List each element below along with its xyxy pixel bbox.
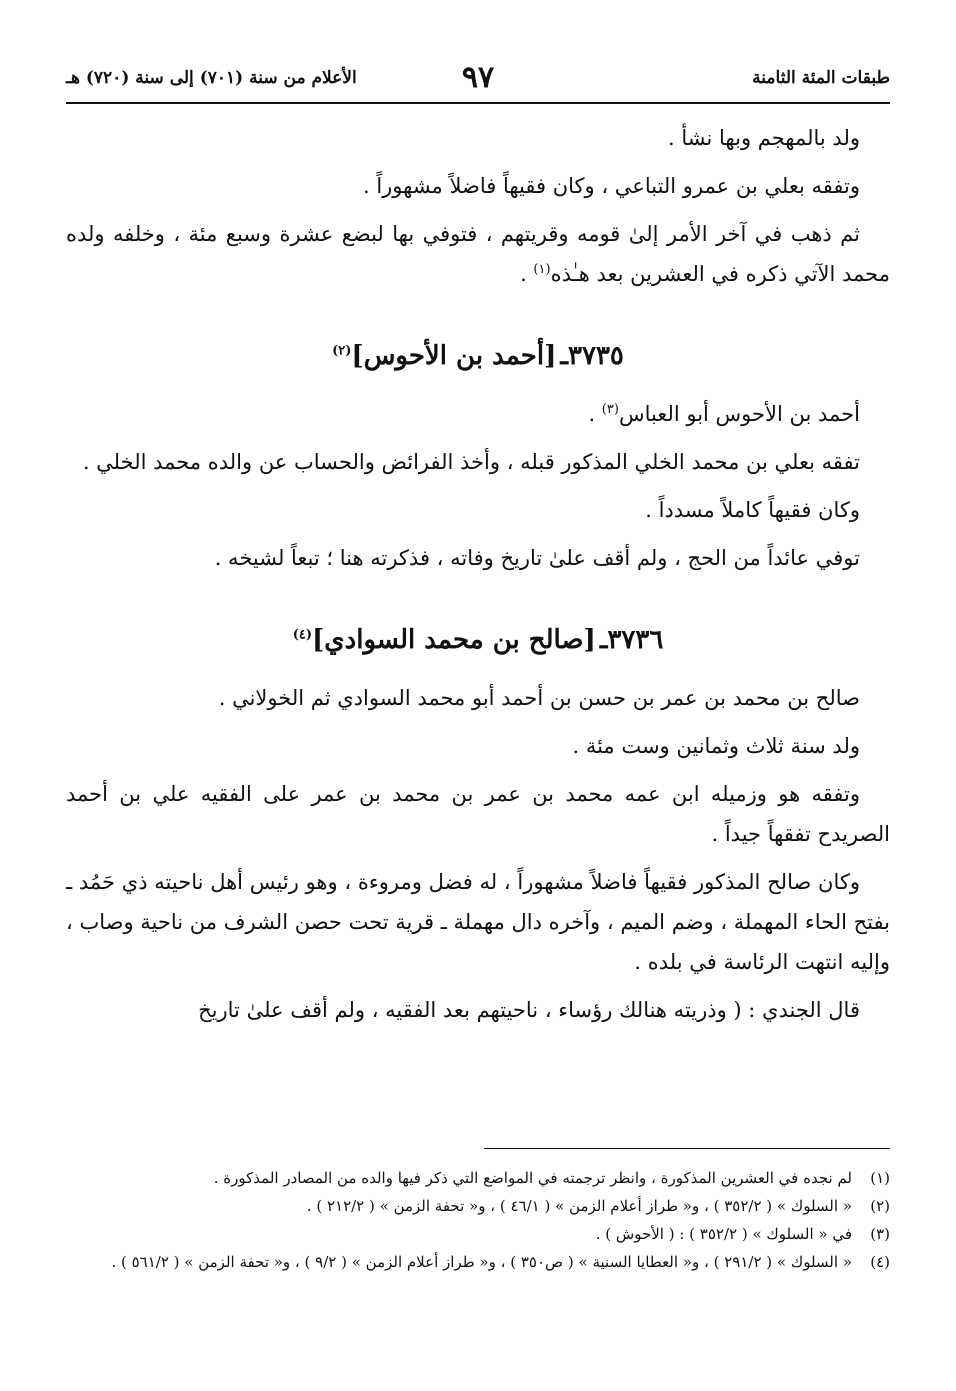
paragraph-text: ثم ذهب في آخر الأمر إلىٰ قومه وقريتهم ، فتوفي بها لبضع عشرة وسبع مئة ، وخلفه ولده محمد الآتي ذكره في العشرين بعد هـٰذه bbox=[66, 222, 890, 286]
footnote-divider bbox=[484, 1148, 890, 1149]
footnotes bbox=[66, 1164, 890, 1276]
paragraph-text: أحمد بن الأحوس أبو العباس bbox=[618, 402, 860, 426]
footnote-ref: (١) bbox=[533, 262, 551, 277]
entry-heading bbox=[66, 334, 890, 378]
paragraph-end: . bbox=[520, 262, 534, 286]
paragraph bbox=[66, 214, 890, 294]
footnote-text: « السلوك » ( ٢٩١/٢ ) ، و« العطايا السنية » ( ص٣٥٠ ) ، و« طراز أعلام الزمن » ( ٩/٢ ) ، و« تحفة الزمن » ( ٥٦١/٢ ) . bbox=[111, 1253, 852, 1271]
running-header bbox=[66, 62, 890, 102]
paragraph: صالح بن محمد بن عمر بن حسن بن أحمد أبو محمد السوادي ثم الخولاني . bbox=[218, 686, 860, 710]
footnote-text: لم نجده في العشرين المذكورة ، وانظر ترجمته في المواضع التي ذكر فيها والده من المصادر المذكورة . bbox=[213, 1169, 852, 1187]
footnote-number: (٤) bbox=[870, 1253, 890, 1271]
main-text bbox=[66, 118, 890, 1038]
footnote-number: (٢) bbox=[870, 1197, 890, 1215]
entry-name: [أحمد بن الأحوس] bbox=[351, 341, 557, 371]
entry-number: ٣٧٣٦ـ bbox=[599, 625, 664, 655]
entry-name: [صالح بن محمد السوادي] bbox=[312, 625, 596, 655]
footnote bbox=[66, 1220, 890, 1248]
paragraph: تفقه بعلي بن محمد الخلي المذكور قبله ، وأخذ الفرائض والحساب عن والده محمد الخلي . bbox=[82, 450, 860, 474]
entry-heading bbox=[66, 618, 890, 662]
paragraph: ولد سنة ثلاث وثمانين وست مئة . bbox=[572, 734, 860, 758]
paragraph: ولد بالمهجم وبها نشأ . bbox=[668, 126, 860, 150]
footnote bbox=[66, 1192, 890, 1220]
footnote-ref: (٤) bbox=[292, 627, 312, 643]
paragraph: وكان صالح المذكور فقيهاً فاضلاً مشهوراً ، له فضل ومروءة ، وهو رئيس أهل ناحيته ذي حَمُد ـ بفتح الحاء المهملة ، وضم الميم ، وآخره دال مهملة ـ قرية تحت حصن الشرف من ناحية وصاب ، وإليه انتهت الرئاسة في بلده . bbox=[66, 870, 890, 974]
paragraph-end: . bbox=[588, 402, 602, 426]
paragraph: وتفقه بعلي بن عمرو التباعي ، وكان فقيهاً فاضلاً مشهوراً . bbox=[362, 174, 860, 198]
footnote-text: « السلوك » ( ٣٥٢/٢ ) ، و« طراز أعلام الزمن » ( ٤٦/١ ) ، و« تحفة الزمن » ( ٢١٢/٢ ) . bbox=[306, 1197, 852, 1215]
paragraph: وكان فقيهاً كاملاً مسدداً . bbox=[645, 498, 860, 522]
footnote-text: في « السلوك » ( ٣٥٢/٢ ) : ( الأحوش ) . bbox=[595, 1225, 852, 1243]
header-section-title: طبقات المئة الثامنة bbox=[752, 68, 890, 88]
footnote-number: (٣) bbox=[870, 1225, 890, 1243]
page-number: ٩٧ bbox=[461, 60, 495, 95]
paragraph: توفي عائداً من الحج ، ولم أقف علىٰ تاريخ وفاته ، فذكرته هنا ؛ تبعاً لشيخه . bbox=[214, 546, 860, 570]
header-range-title: الأعلام من سنة (٧٠١) إلى سنة (٧٢٠) هـ bbox=[66, 68, 357, 88]
footnote bbox=[66, 1248, 890, 1276]
paragraph: وتفقه هو وزميله ابن عمه محمد بن عمر بن محمد بن عمر على الفقيه علي بن أحمد الصريدح تفقهاً جيداً . bbox=[66, 782, 890, 846]
footnote-number: (١) bbox=[870, 1169, 890, 1187]
paragraph bbox=[66, 394, 890, 434]
header-divider bbox=[66, 102, 890, 104]
entry-number: ٣٧٣٥ـ bbox=[560, 341, 624, 371]
paragraph: قال الجندي : ( وذريته هنالك رؤساء ، ناحيتهم بعد الفقيه ، ولم أقف علىٰ تاريخ bbox=[198, 998, 860, 1022]
footnote bbox=[66, 1164, 890, 1192]
footnote-ref: (٢) bbox=[332, 343, 352, 359]
footnote-ref: (٣) bbox=[601, 402, 619, 417]
